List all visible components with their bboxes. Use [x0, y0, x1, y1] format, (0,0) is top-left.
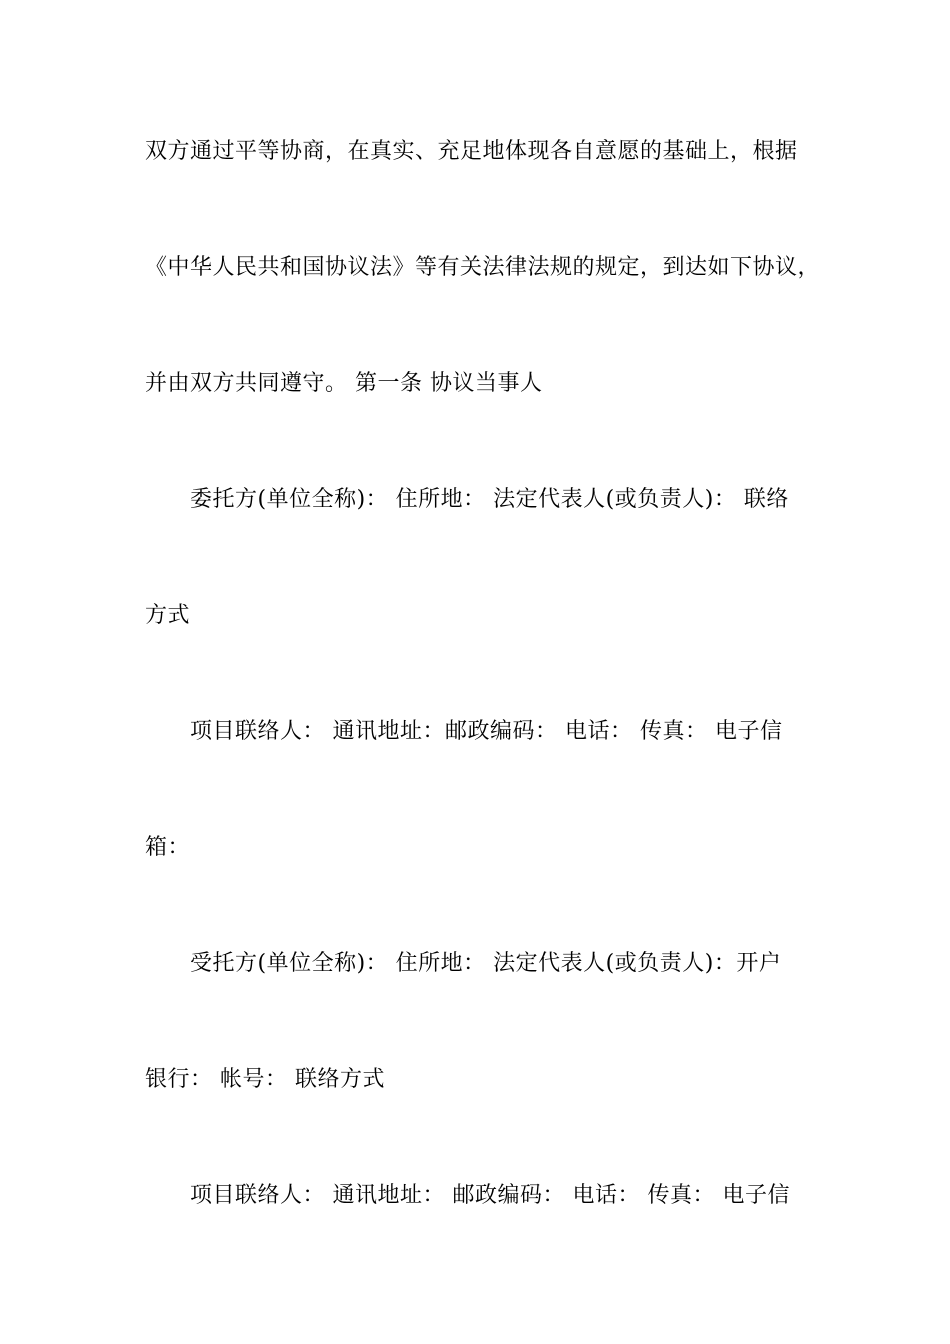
text-line-7: 箱：: [145, 835, 191, 860]
text-line-9: 银行： 帐号： 联络方式: [145, 1067, 385, 1092]
text-line-3: 并由双方共同遵守。 第一条 协议当事人: [145, 371, 543, 396]
text-line-1: 双方通过平等协商，在真实、充足地体现各自意愿的基础上，根据: [145, 139, 798, 164]
text-line-6: 项目联络人： 通讯地址：邮政编码： 电话： 传真： 电子信: [190, 719, 783, 744]
text-line-2: 《中华人民共和国协议法》等有关法律法规的规定，到达如下协议，: [145, 255, 821, 280]
text-line-4: 委托方(单位全称)： 住所地： 法定代表人(或负责人)： 联络: [190, 487, 789, 512]
text-line-10: 项目联络人： 通讯地址： 邮政编码： 电话： 传真： 电子信: [190, 1183, 790, 1208]
text-line-8: 受托方(单位全称)： 住所地： 法定代表人(或负责人)：开户: [190, 951, 782, 976]
text-line-5: 方式: [145, 603, 191, 628]
